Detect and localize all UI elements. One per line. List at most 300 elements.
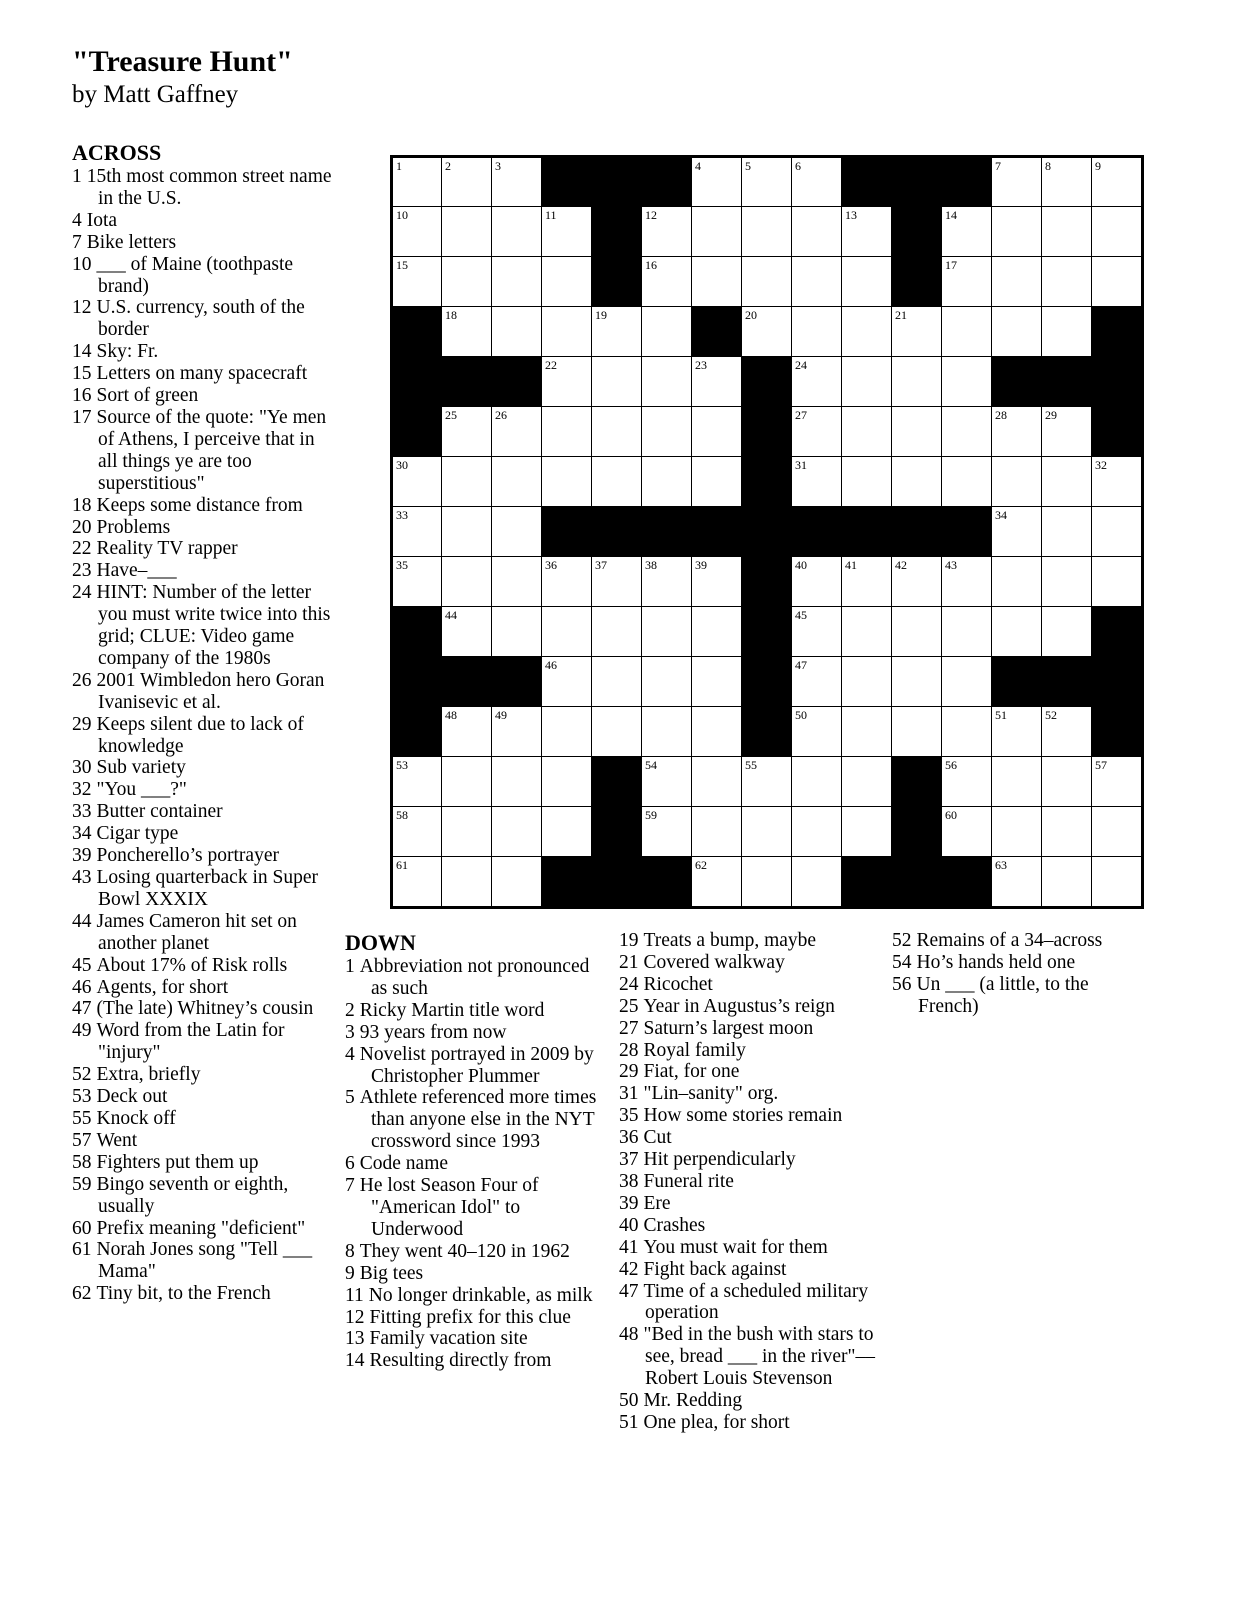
- grid-cell[interactable]: [992, 857, 1042, 907]
- grid-cell[interactable]: [692, 857, 742, 907]
- clue-text: Saturn’s largest moon: [643, 1017, 814, 1039]
- grid-cell[interactable]: [1042, 757, 1092, 807]
- grid-cell[interactable]: [642, 657, 692, 707]
- grid-cell[interactable]: [592, 707, 642, 757]
- cell-number: 7: [995, 159, 1001, 173]
- grid-cell[interactable]: [392, 757, 442, 807]
- down-clue: [345, 1153, 607, 1175]
- grid-cell[interactable]: [942, 757, 992, 807]
- grid-cell[interactable]: [1042, 557, 1092, 607]
- grid-cell[interactable]: [642, 557, 692, 607]
- clue-text: No longer drinkable, as milk: [368, 1284, 593, 1306]
- grid-cell[interactable]: [542, 707, 592, 757]
- down-clue: [619, 1061, 881, 1083]
- grid-cell[interactable]: [1042, 707, 1092, 757]
- grid-cell[interactable]: [592, 307, 642, 357]
- clue-text: Code name: [359, 1153, 449, 1175]
- clue-number: 43: [72, 867, 92, 888]
- clue-text: Resulting directly from: [369, 1350, 552, 1372]
- cell-number: 44: [445, 608, 457, 622]
- down-clue: [345, 1022, 607, 1044]
- grid-cell[interactable]: [642, 257, 692, 307]
- grid-cell[interactable]: [442, 207, 492, 257]
- grid-cell[interactable]: [992, 607, 1042, 657]
- grid-cell[interactable]: [992, 807, 1042, 857]
- grid-cell[interactable]: [592, 557, 642, 607]
- grid-cell[interactable]: [992, 757, 1042, 807]
- clue-number: 40: [619, 1214, 639, 1236]
- cell-number: 46: [545, 658, 557, 672]
- grid-block: [392, 357, 442, 407]
- grid-block: [742, 557, 792, 607]
- grid-cell[interactable]: [542, 207, 592, 257]
- grid-cell[interactable]: [442, 257, 492, 307]
- cell-number: 28: [995, 408, 1007, 422]
- clue-number: 41: [619, 1236, 639, 1258]
- across-clue: [72, 407, 334, 495]
- grid-cell[interactable]: [992, 307, 1042, 357]
- cell-number: 53: [396, 758, 408, 772]
- cell-number: 18: [445, 308, 457, 322]
- clue-text: They went 40–120 in 1962: [359, 1240, 570, 1262]
- grid-cell[interactable]: [892, 657, 942, 707]
- grid-cell[interactable]: [642, 357, 692, 407]
- clue-text: Iota: [86, 209, 118, 231]
- grid-block: [492, 657, 542, 707]
- cell-number: 63: [995, 858, 1007, 872]
- cell-number: 55: [745, 758, 757, 772]
- clue-text: U.S. currency, south of the border: [96, 297, 305, 341]
- down-clue: [345, 1285, 607, 1307]
- grid-cell[interactable]: [442, 857, 492, 907]
- clue-text: Ricochet: [643, 973, 713, 995]
- down-clue: [619, 996, 881, 1018]
- clue-number: 50: [619, 1390, 639, 1412]
- cell-number: 35: [396, 558, 408, 572]
- grid-cell[interactable]: [692, 357, 742, 407]
- cell-number: 34: [995, 508, 1007, 522]
- grid-cell[interactable]: [1092, 507, 1142, 557]
- grid-cell[interactable]: [1042, 407, 1092, 457]
- grid-cell[interactable]: [792, 257, 842, 307]
- clue-text: Big tees: [359, 1262, 424, 1284]
- grid-block: [892, 207, 942, 257]
- grid-block: [992, 657, 1042, 707]
- down-clue: [619, 1171, 881, 1193]
- clue-text: One plea, for short: [643, 1411, 790, 1433]
- grid-cell[interactable]: [792, 207, 842, 257]
- grid-cell[interactable]: [492, 207, 542, 257]
- across-clue: [72, 341, 334, 363]
- grid-cell[interactable]: [542, 407, 592, 457]
- grid-cell[interactable]: [392, 207, 442, 257]
- grid-cell[interactable]: [742, 307, 792, 357]
- grid-cell[interactable]: [392, 807, 442, 857]
- grid-cell[interactable]: [492, 557, 542, 607]
- clue-number: 19: [619, 930, 639, 951]
- grid-cell[interactable]: [692, 557, 742, 607]
- cell-number: 8: [1045, 159, 1051, 173]
- clue-text: He lost Season Four of "American Idol" to Underwood: [359, 1175, 539, 1240]
- clue-text: Ricky Martin title word: [359, 999, 545, 1021]
- grid-block: [892, 757, 942, 807]
- clue-number: 4: [72, 209, 82, 231]
- grid-block: [1092, 407, 1142, 457]
- grid-cell[interactable]: [542, 257, 592, 307]
- grid-cell[interactable]: [492, 807, 542, 857]
- cell-number: 29: [1045, 408, 1057, 422]
- across-clue: [72, 1064, 334, 1086]
- grid-cell[interactable]: [792, 357, 842, 407]
- cell-number: 57: [1095, 758, 1107, 772]
- grid-cell[interactable]: [1092, 257, 1142, 307]
- grid-cell[interactable]: [442, 807, 492, 857]
- cell-number: 5: [745, 159, 751, 173]
- grid-cell[interactable]: [442, 507, 492, 557]
- grid-cell[interactable]: [842, 807, 892, 857]
- grid-cell[interactable]: [492, 407, 542, 457]
- grid-cell[interactable]: [842, 557, 892, 607]
- across-clues-list: [72, 140, 334, 1305]
- clue-number: 59: [72, 1173, 92, 1195]
- grid-cell[interactable]: [392, 157, 442, 207]
- grid-block: [592, 157, 642, 207]
- down-clue: [345, 1241, 607, 1263]
- grid-cell[interactable]: [942, 657, 992, 707]
- grid-cell[interactable]: [942, 257, 992, 307]
- cell-number: 54: [645, 758, 657, 772]
- grid-cell[interactable]: [692, 657, 742, 707]
- grid-cell[interactable]: [542, 307, 592, 357]
- grid-cell[interactable]: [942, 357, 992, 407]
- cell-number: 59: [645, 808, 657, 822]
- grid-cell[interactable]: [892, 707, 942, 757]
- clue-text: Bingo seventh or eighth, usually: [96, 1173, 289, 1217]
- grid-cell[interactable]: [642, 707, 692, 757]
- clue-text: Problems: [96, 516, 171, 538]
- down-clue: [619, 1281, 881, 1325]
- grid-cell[interactable]: [842, 707, 892, 757]
- grid-cell[interactable]: [792, 307, 842, 357]
- grid-cell[interactable]: [642, 807, 692, 857]
- grid-cell[interactable]: [542, 457, 592, 507]
- grid-cell[interactable]: [792, 807, 842, 857]
- grid-cell[interactable]: [942, 607, 992, 657]
- clue-number: 24: [619, 973, 639, 995]
- grid-block: [1042, 357, 1092, 407]
- grid-cell[interactable]: [642, 457, 692, 507]
- grid-cell[interactable]: [742, 157, 792, 207]
- clue-text: Hit perpendicularly: [643, 1149, 796, 1171]
- grid-cell[interactable]: [592, 357, 642, 407]
- grid-cell[interactable]: [492, 457, 542, 507]
- grid-cell[interactable]: [842, 607, 892, 657]
- grid-cell[interactable]: [542, 357, 592, 407]
- grid-block: [392, 407, 442, 457]
- grid-cell[interactable]: [842, 307, 892, 357]
- grid-cell[interactable]: [1042, 207, 1092, 257]
- grid-cell[interactable]: [442, 757, 492, 807]
- clue-number: 49: [72, 1020, 92, 1042]
- across-clue: [72, 955, 334, 977]
- grid-cell[interactable]: [692, 457, 742, 507]
- grid-cell[interactable]: [692, 807, 742, 857]
- grid-cell[interactable]: [1092, 857, 1142, 907]
- grid-cell[interactable]: [892, 607, 942, 657]
- grid-cell[interactable]: [492, 157, 542, 207]
- grid-cell[interactable]: [692, 757, 742, 807]
- grid-cell[interactable]: [792, 757, 842, 807]
- grid-cell[interactable]: [492, 507, 542, 557]
- clue-text: ___ of Maine (toothpaste brand): [96, 253, 294, 297]
- clue-number: 15: [72, 363, 92, 385]
- grid-cell[interactable]: [942, 707, 992, 757]
- across-clue: [72, 1130, 334, 1152]
- grid-cell[interactable]: [592, 657, 642, 707]
- across-clue: [72, 232, 334, 254]
- grid-cell[interactable]: [842, 457, 892, 507]
- grid-block: [592, 207, 642, 257]
- grid-cell[interactable]: [792, 707, 842, 757]
- across-clue: [72, 495, 334, 517]
- grid-cell[interactable]: [542, 657, 592, 707]
- grid-cell[interactable]: [742, 807, 792, 857]
- grid-cell[interactable]: [942, 457, 992, 507]
- grid-cell[interactable]: [1092, 557, 1142, 607]
- grid-cell[interactable]: [792, 557, 842, 607]
- cell-number: 61: [396, 858, 408, 872]
- clue-text: Year in Augustus’s reign: [643, 995, 835, 1017]
- clue-text: You must wait for them: [643, 1236, 828, 1258]
- clue-number: 24: [72, 582, 92, 604]
- grid-block: [592, 757, 642, 807]
- grid-block: [892, 157, 942, 207]
- down-clue: [619, 1083, 881, 1105]
- grid-cell[interactable]: [1042, 157, 1092, 207]
- grid-cell[interactable]: [1042, 857, 1092, 907]
- grid-cell[interactable]: [842, 207, 892, 257]
- clue-number: 53: [72, 1086, 92, 1108]
- grid-cell[interactable]: [492, 307, 542, 357]
- across-clue: [72, 1152, 334, 1174]
- grid-cell[interactable]: [442, 707, 492, 757]
- grid-cell[interactable]: [392, 507, 442, 557]
- clue-text: Fitting prefix for this clue: [369, 1306, 571, 1328]
- grid-cell[interactable]: [592, 607, 642, 657]
- grid-cell[interactable]: [1092, 757, 1142, 807]
- grid-block: [392, 657, 442, 707]
- grid-cell[interactable]: [1042, 807, 1092, 857]
- grid-cell[interactable]: [542, 807, 592, 857]
- grid-cell[interactable]: [392, 557, 442, 607]
- grid-cell[interactable]: [1092, 157, 1142, 207]
- grid-cell[interactable]: [792, 857, 842, 907]
- across-clue: [72, 714, 334, 758]
- clue-number: 14: [72, 341, 92, 363]
- clue-text: Covered walkway: [643, 951, 785, 973]
- grid-cell[interactable]: [442, 307, 492, 357]
- grid-cell[interactable]: [392, 857, 442, 907]
- grid-cell[interactable]: [892, 557, 942, 607]
- grid-cell[interactable]: [642, 607, 692, 657]
- down-clue: [345, 1175, 607, 1241]
- grid-block: [942, 857, 992, 907]
- grid-cell[interactable]: [1042, 607, 1092, 657]
- grid-cell[interactable]: [842, 357, 892, 407]
- down-heading: DOWN: [345, 930, 416, 955]
- across-clue: [72, 977, 334, 999]
- clue-number: 27: [619, 1017, 639, 1039]
- down-clue: [345, 1263, 607, 1285]
- grid-cell[interactable]: [1092, 807, 1142, 857]
- grid-cell[interactable]: [492, 707, 542, 757]
- grid-cell[interactable]: [642, 757, 692, 807]
- down-clue: [345, 1350, 607, 1372]
- grid-cell[interactable]: [392, 257, 442, 307]
- grid-cell[interactable]: [492, 257, 542, 307]
- across-clue-items: [72, 166, 334, 1305]
- clue-text: 15th most common street name in the U.S.: [86, 166, 332, 209]
- grid-cell[interactable]: [842, 757, 892, 807]
- clue-number: 16: [72, 385, 92, 407]
- grid-cell[interactable]: [1092, 457, 1142, 507]
- grid-cell[interactable]: [492, 607, 542, 657]
- grid-block: [842, 507, 892, 557]
- cell-number: 15: [396, 258, 408, 272]
- grid-cell[interactable]: [742, 757, 792, 807]
- cell-number: 36: [545, 558, 557, 572]
- grid-cell[interactable]: [942, 207, 992, 257]
- clue-number: 35: [619, 1105, 639, 1127]
- grid-cell[interactable]: [592, 457, 642, 507]
- grid-cell[interactable]: [692, 607, 742, 657]
- down-clue: [619, 1237, 881, 1259]
- grid-cell[interactable]: [942, 807, 992, 857]
- clue-number: 14: [345, 1350, 365, 1372]
- grid-cell[interactable]: [1042, 457, 1092, 507]
- grid-cell[interactable]: [792, 157, 842, 207]
- grid-cell[interactable]: [892, 457, 942, 507]
- grid-cell[interactable]: [992, 507, 1042, 557]
- grid-cell[interactable]: [492, 857, 542, 907]
- grid-cell[interactable]: [992, 557, 1042, 607]
- grid-cell[interactable]: [992, 257, 1042, 307]
- grid-cell[interactable]: [542, 557, 592, 607]
- grid-cell[interactable]: [492, 757, 542, 807]
- grid-cell[interactable]: [742, 207, 792, 257]
- grid-cell[interactable]: [442, 407, 492, 457]
- grid-cell[interactable]: [992, 407, 1042, 457]
- clue-number: 58: [72, 1151, 92, 1173]
- grid-cell[interactable]: [642, 307, 692, 357]
- down-clue: [619, 1412, 881, 1434]
- grid-cell[interactable]: [592, 407, 642, 457]
- grid-cell[interactable]: [442, 157, 492, 207]
- clue-text: Ho’s hands held one: [916, 951, 1076, 973]
- grid-cell[interactable]: [942, 307, 992, 357]
- grid-cell[interactable]: [442, 457, 492, 507]
- grid-cell[interactable]: [692, 407, 742, 457]
- grid-cell[interactable]: [792, 457, 842, 507]
- grid-cell[interactable]: [1042, 507, 1092, 557]
- grid-cell[interactable]: [992, 157, 1042, 207]
- across-clue: [72, 1108, 334, 1130]
- clue-text: (The late) Whitney’s cousin: [96, 998, 314, 1020]
- grid-cell[interactable]: [1042, 307, 1092, 357]
- grid-cell[interactable]: [792, 607, 842, 657]
- grid-cell[interactable]: [992, 207, 1042, 257]
- grid-cell[interactable]: [842, 257, 892, 307]
- grid-cell[interactable]: [992, 707, 1042, 757]
- grid-cell[interactable]: [842, 657, 892, 707]
- crossword-grid: [392, 157, 1142, 907]
- grid-block: [742, 657, 792, 707]
- grid-block: [592, 807, 642, 857]
- grid-cell[interactable]: [992, 457, 1042, 507]
- grid-cell[interactable]: [792, 657, 842, 707]
- clue-text: Un ___ (a little, to the French): [916, 973, 1089, 1017]
- grid-block: [942, 157, 992, 207]
- grid-cell[interactable]: [842, 407, 892, 457]
- across-clue: [72, 582, 334, 670]
- grid-cell[interactable]: [692, 207, 742, 257]
- grid-cell[interactable]: [892, 307, 942, 357]
- grid-cell[interactable]: [692, 157, 742, 207]
- grid-cell[interactable]: [442, 557, 492, 607]
- clue-text: Fight back against: [643, 1258, 787, 1280]
- grid-cell[interactable]: [642, 407, 692, 457]
- grid-cell[interactable]: [792, 407, 842, 457]
- down-clue: [619, 1390, 881, 1412]
- clue-text: Fighters put them up: [96, 1151, 259, 1173]
- cell-number: 60: [945, 808, 957, 822]
- cell-number: 11: [545, 208, 557, 222]
- grid-block: [592, 257, 642, 307]
- cell-number: 23: [695, 358, 707, 372]
- grid-cell[interactable]: [692, 707, 742, 757]
- grid-cell[interactable]: [542, 607, 592, 657]
- across-clue: [72, 385, 334, 407]
- clue-text: Word from the Latin for "injury": [96, 1020, 285, 1064]
- across-clue: [72, 801, 334, 823]
- clue-text: Keeps silent due to lack of knowledge: [96, 713, 304, 757]
- grid-cell[interactable]: [692, 257, 742, 307]
- clue-number: 39: [72, 845, 92, 867]
- grid-cell[interactable]: [742, 857, 792, 907]
- grid-cell[interactable]: [892, 407, 942, 457]
- grid-cell[interactable]: [1042, 257, 1092, 307]
- grid-block: [742, 707, 792, 757]
- grid-cell[interactable]: [392, 457, 442, 507]
- cell-number: 51: [995, 708, 1007, 722]
- grid-block: [542, 507, 592, 557]
- grid-cell[interactable]: [942, 557, 992, 607]
- grid-cell[interactable]: [542, 757, 592, 807]
- clue-text: Mr. Redding: [643, 1390, 743, 1412]
- clue-text: Athlete referenced more times than anyone else in the NYT crossword since 1993: [359, 1087, 597, 1153]
- grid-cell[interactable]: [442, 607, 492, 657]
- grid-cell[interactable]: [642, 207, 692, 257]
- across-clue: [72, 560, 334, 582]
- grid-cell[interactable]: [942, 407, 992, 457]
- clue-number: 34: [72, 823, 92, 845]
- grid-cell[interactable]: [892, 357, 942, 407]
- grid-block: [1092, 307, 1142, 357]
- cell-number: 25: [445, 408, 457, 422]
- clue-number: 3: [345, 1021, 355, 1043]
- grid-cell[interactable]: [1092, 207, 1142, 257]
- grid-cell[interactable]: [742, 257, 792, 307]
